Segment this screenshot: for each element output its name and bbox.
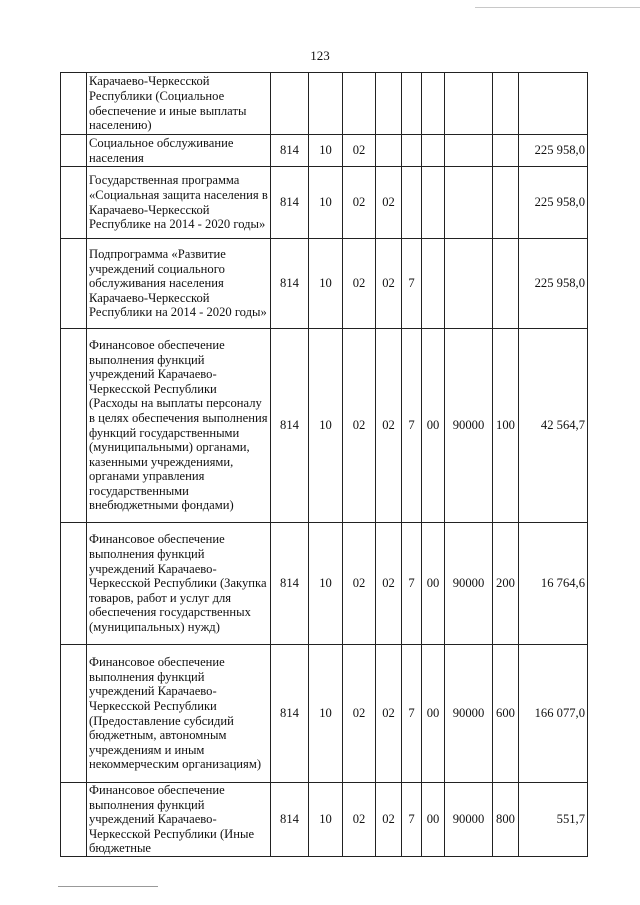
gov-code-cell: 814 (271, 135, 309, 167)
row-number-cell (61, 135, 87, 167)
row-number-cell (61, 783, 87, 857)
amount-cell: 42 564,7 (519, 329, 588, 523)
event-cell (422, 167, 445, 239)
section-cell (309, 73, 343, 135)
event-cell (422, 239, 445, 329)
expense-type-cell: 100 (493, 329, 519, 523)
program-cell: 02 (376, 645, 402, 783)
row-name-cell: Карачаево-Черкесской Республики (Социальное обеспечение и иные выплаты населению) (87, 73, 271, 135)
expense-type-cell: 800 (493, 783, 519, 857)
amount-cell: 225 958,0 (519, 239, 588, 329)
row-name-cell: Подпрограмма «Развитие учреждений социального обслуживания населения Карачаево-Черкесской Республики на 2014 - 2020 годы» (87, 239, 271, 329)
event-cell: 00 (422, 783, 445, 857)
row-number-cell (61, 329, 87, 523)
subprogram-cell: 7 (402, 523, 422, 645)
amount-cell (519, 73, 588, 135)
row-number-cell (61, 73, 87, 135)
amount-cell: 166 077,0 (519, 645, 588, 783)
table-row (61, 329, 588, 523)
direction-cell: 90000 (445, 645, 493, 783)
expense-type-cell: 200 (493, 523, 519, 645)
row-number-cell (61, 167, 87, 239)
table-row (61, 523, 588, 645)
row-number-cell (61, 645, 87, 783)
row-name-cell: Государственная программа «Социальная защита населения в Карачаево-Черкесской Республике на 2014 - 2020 годы» (87, 167, 271, 239)
subsection-cell: 02 (343, 645, 376, 783)
direction-cell: 90000 (445, 523, 493, 645)
direction-cell (445, 167, 493, 239)
program-cell: 02 (376, 523, 402, 645)
section-cell: 10 (309, 239, 343, 329)
amount-cell: 551,7 (519, 783, 588, 857)
subprogram-cell (402, 135, 422, 167)
subprogram-cell (402, 167, 422, 239)
subprogram-cell: 7 (402, 645, 422, 783)
table-row (61, 783, 588, 857)
table-row (61, 73, 588, 135)
row-name-cell: Финансовое обеспечение выполнения функций учреждений Карачаево-Черкесской Республики (Расходы на выплаты персоналу в целях обеспечения выполнения функций государственными (муниципальными) органами, казенными учреждениями, органами управления государственными внебюджетными фондами) (87, 329, 271, 523)
program-cell (376, 73, 402, 135)
gov-code-cell (271, 73, 309, 135)
gov-code-cell: 814 (271, 523, 309, 645)
section-cell: 10 (309, 329, 343, 523)
row-name-cell: Финансовое обеспечение выполнения функций учреждений Карачаево-Черкесской Республики (Закупка товаров, работ и услуг для обеспечения государственных (муниципальных) нужд) (87, 523, 271, 645)
expense-type-cell (493, 167, 519, 239)
subsection-cell: 02 (343, 167, 376, 239)
table-row (61, 167, 588, 239)
direction-cell (445, 73, 493, 135)
program-cell: 02 (376, 783, 402, 857)
page-number: 123 (310, 48, 330, 63)
subprogram-cell: 7 (402, 329, 422, 523)
gov-code-cell: 814 (271, 329, 309, 523)
program-cell: 02 (376, 239, 402, 329)
section-cell: 10 (309, 167, 343, 239)
row-number-cell (61, 239, 87, 329)
direction-cell: 90000 (445, 329, 493, 523)
row-name-cell: Социальное обслуживание населения (87, 135, 271, 167)
section-cell: 10 (309, 783, 343, 857)
section-cell: 10 (309, 645, 343, 783)
direction-cell: 90000 (445, 783, 493, 857)
gov-code-cell: 814 (271, 783, 309, 857)
section-cell: 10 (309, 523, 343, 645)
table-row (61, 645, 588, 783)
subsection-cell: 02 (343, 523, 376, 645)
expense-type-cell: 600 (493, 645, 519, 783)
program-cell: 02 (376, 167, 402, 239)
subsection-cell: 02 (343, 783, 376, 857)
subsection-cell (343, 73, 376, 135)
program-cell (376, 135, 402, 167)
subsection-cell: 02 (343, 135, 376, 167)
gov-code-cell: 814 (271, 645, 309, 783)
expense-type-cell (493, 135, 519, 167)
table-row (61, 135, 588, 167)
direction-cell (445, 135, 493, 167)
event-cell (422, 135, 445, 167)
section-cell: 10 (309, 135, 343, 167)
event-cell (422, 73, 445, 135)
amount-cell: 225 958,0 (519, 167, 588, 239)
direction-cell (445, 239, 493, 329)
budget-table (60, 72, 588, 857)
subprogram-cell: 7 (402, 783, 422, 857)
event-cell: 00 (422, 329, 445, 523)
table-row (61, 239, 588, 329)
gov-code-cell: 814 (271, 167, 309, 239)
event-cell: 00 (422, 523, 445, 645)
amount-cell: 16 764,6 (519, 523, 588, 645)
event-cell: 00 (422, 645, 445, 783)
gov-code-cell: 814 (271, 239, 309, 329)
program-cell: 02 (376, 329, 402, 523)
amount-cell: 225 958,0 (519, 135, 588, 167)
expense-type-cell (493, 73, 519, 135)
subprogram-cell: 7 (402, 239, 422, 329)
expense-type-cell (493, 239, 519, 329)
subsection-cell: 02 (343, 239, 376, 329)
row-name-cell: Финансовое обеспечение выполнения функций учреждений Карачаево-Черкесской Республики (Предоставление субсидий бюджетным, автономным учреждениям и иным некоммерческим организациям) (87, 645, 271, 783)
top-rule (475, 7, 640, 8)
footnote-rule (58, 886, 158, 887)
row-name-cell: Финансовое обеспечение выполнения функций учреждений Карачаево-Черкесской Республики (Иные бюджетные (87, 783, 271, 857)
row-number-cell (61, 523, 87, 645)
subsection-cell: 02 (343, 329, 376, 523)
subprogram-cell (402, 73, 422, 135)
